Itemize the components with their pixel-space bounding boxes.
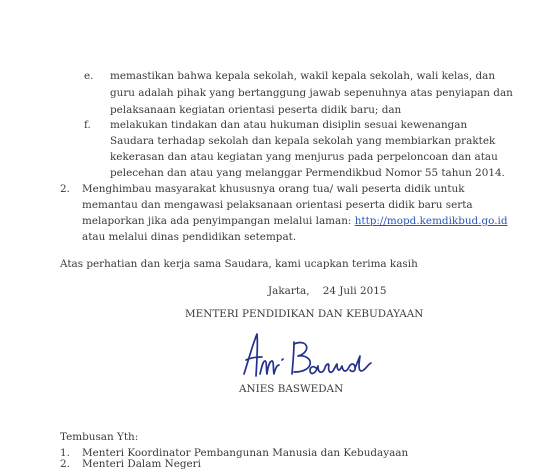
- item-f-line-4: pelecehan dan atau yang melanggar Permendikbud Nomor 55 tahun 2014.: [110, 167, 505, 179]
- place-date: Jakarta, 24 Juli 2015: [268, 285, 387, 297]
- cc-item-1-text: Menteri Koordinator Pembangunan Manusia dan Kebudayaan: [82, 447, 409, 459]
- cc-item-1-num: 1.: [60, 447, 70, 459]
- signature-image: [238, 330, 388, 384]
- item-2-line-3: [82, 213, 508, 230]
- signatory-title: MENTERI PENDIDIKAN DAN KEBUDAYAAN: [185, 308, 424, 320]
- closing-text: Atas perhatian dan kerja sama Saudara, kami ucapkan terima kasih: [60, 258, 418, 270]
- item-2-line-3-text: melaporkan jika ada penyimpangan melalui laman:: [82, 215, 352, 227]
- item-e-line-1: memastikan bahwa kepala sekolah, wakil kepala sekolah, wali kelas, dan: [110, 70, 496, 82]
- item-f-line-1: melakukan tindakan dan atau hukuman disiplin sesuai kewenangan: [110, 119, 468, 131]
- item-e-marker: e.: [84, 70, 94, 82]
- mopd-link[interactable]: http://mopd.kemdikbud.go.id: [354, 215, 508, 227]
- item-f-line-3: kekerasan dan atau kegiatan yang menjurus pada perpeloncoan dan atau: [110, 151, 498, 163]
- item-e-line-2: guru adalah pihak yang bertanggung jawab sepenuhnya atas penyiapan dan: [110, 87, 513, 99]
- item-e-line-3: pelaksanaan kegiatan orientasi peserta didik baru; dan: [110, 104, 402, 116]
- signatory-name: ANIES BASWEDAN: [239, 383, 344, 395]
- item-2-marker: 2.: [60, 183, 70, 195]
- item-f-marker: f.: [84, 119, 91, 131]
- cc-item-2-text: Menteri Dalam Negeri: [82, 458, 201, 470]
- item-2-line-4: atau melalui dinas pendidikan setempat.: [82, 231, 297, 243]
- cc-heading: Tembusan Yth:: [60, 431, 139, 443]
- item-f-line-2: Saudara terhadap sekolah dan kepala sekolah yang membiarkan praktek: [110, 135, 496, 147]
- item-2-line-2: memantau dan mengawasi pelaksanaan orientasi peserta didik baru serta: [82, 199, 473, 211]
- cc-item-2-num: 2.: [60, 458, 70, 470]
- item-2-line-1: Menghimbau masyarakat khususnya orang tua/ wali peserta didik untuk: [82, 183, 465, 195]
